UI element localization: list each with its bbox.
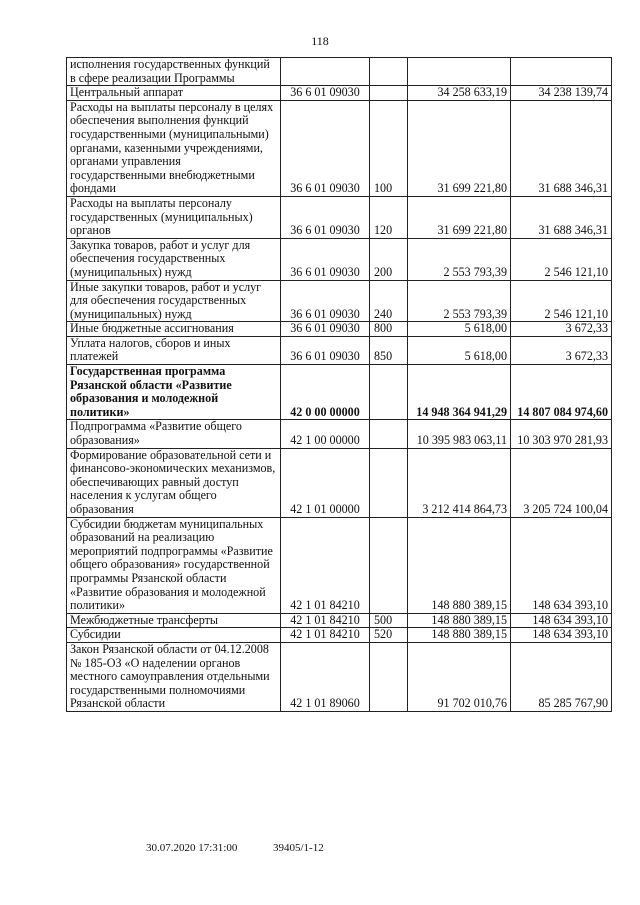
row-name-cell: Иные закупки товаров, работ и услуг для обеспечения государственных (муниципальных) нужд: [67, 280, 281, 322]
row-amount-executed-cell: 148 634 393,10: [511, 517, 612, 613]
row-amount-planned-cell: 2 553 793,39: [408, 280, 511, 322]
row-name-cell: исполнения государственных функций в сфере реализации Программы: [67, 58, 281, 86]
row-code-cell: 36 6 01 09030: [281, 280, 370, 322]
row-expense-type-cell: [370, 517, 408, 613]
row-code-cell: 42 1 00 00000: [281, 420, 370, 448]
row-code-cell: 36 6 01 09030: [281, 86, 370, 101]
table-row: [67, 420, 612, 448]
row-amount-executed-cell: 148 634 393,10: [511, 613, 612, 628]
row-code-cell: 36 6 01 09030: [281, 322, 370, 337]
row-amount-executed-cell: 3 205 724 100,04: [511, 448, 612, 517]
row-expense-type-cell: 500: [370, 613, 408, 628]
row-amount-planned-cell: 2 553 793,39: [408, 238, 511, 280]
row-amount-executed-cell: 14 807 084 974,60: [511, 365, 612, 420]
row-expense-type-cell: 240: [370, 280, 408, 322]
row-name-cell: Субсидии: [67, 628, 281, 643]
row-name-cell: Формирование образовательной сети и финансово-экономических механизмов, обеспечивающих равный доступ населения к услугам общего образования: [67, 448, 281, 517]
table-row: [67, 448, 612, 517]
table-row: [67, 517, 612, 613]
table-row: [67, 628, 612, 643]
budget-table: [66, 57, 612, 712]
row-name-cell: Центральный аппарат: [67, 86, 281, 101]
row-expense-type-cell: 520: [370, 628, 408, 643]
row-name-cell: Закон Рязанской области от 04.12.2008 № 185-ОЗ «О наделении органов местного самоуправления отдельными государственными полномочиями Рязанской области: [67, 642, 281, 711]
row-name-cell: Субсидии бюджетам муниципальных образований на реализацию мероприятий подпрограммы «Развитие общего образования» государственной программы Рязанской области «Развитие образования и молодежной политики»: [67, 517, 281, 613]
row-amount-planned-cell: 31 699 221,80: [408, 196, 511, 238]
table-row: [67, 196, 612, 238]
row-expense-type-cell: [370, 86, 408, 101]
row-code-cell: 42 1 01 84210: [281, 628, 370, 643]
row-amount-planned-cell: [408, 58, 511, 86]
row-amount-planned-cell: 148 880 389,15: [408, 613, 511, 628]
row-name-cell: Уплата налогов, сборов и иных платежей: [67, 336, 281, 364]
footer-timestamp: 30.07.2020 17:31:00: [146, 842, 238, 854]
row-amount-executed-cell: 85 285 767,90: [511, 642, 612, 711]
row-amount-planned-cell: 34 258 633,19: [408, 86, 511, 101]
row-expense-type-cell: [370, 365, 408, 420]
row-expense-type-cell: [370, 420, 408, 448]
row-amount-executed-cell: 3 672,33: [511, 322, 612, 337]
row-expense-type-cell: 100: [370, 100, 408, 196]
row-amount-executed-cell: 34 238 139,74: [511, 86, 612, 101]
table-row: [67, 86, 612, 101]
row-code-cell: 42 0 00 00000: [281, 365, 370, 420]
table-row: [67, 58, 612, 86]
table-row: [67, 365, 612, 420]
row-code-cell: 36 6 01 09030: [281, 196, 370, 238]
table-row: [67, 322, 612, 337]
row-amount-planned-cell: 148 880 389,15: [408, 517, 511, 613]
row-expense-type-cell: [370, 642, 408, 711]
row-name-cell: Расходы на выплаты персоналу государственных (муниципальных) органов: [67, 196, 281, 238]
row-code-cell: [281, 58, 370, 86]
row-expense-type-cell: 120: [370, 196, 408, 238]
page-number: 118: [311, 34, 329, 48]
row-code-cell: 36 6 01 09030: [281, 100, 370, 196]
row-expense-type-cell: 800: [370, 322, 408, 337]
row-amount-executed-cell: 148 634 393,10: [511, 628, 612, 643]
row-name-cell: Государственная программа Рязанской области «Развитие образования и молодежной политики»: [67, 365, 281, 420]
row-name-cell: Закупка товаров, работ и услуг для обеспечения государственных (муниципальных) нужд: [67, 238, 281, 280]
table-row: [67, 238, 612, 280]
row-expense-type-cell: 850: [370, 336, 408, 364]
row-name-cell: Межбюджетные трансферты: [67, 613, 281, 628]
row-amount-executed-cell: 3 672,33: [511, 336, 612, 364]
row-amount-executed-cell: 31 688 346,31: [511, 100, 612, 196]
row-amount-planned-cell: 5 618,00: [408, 336, 511, 364]
row-code-cell: 42 1 01 84210: [281, 613, 370, 628]
row-amount-planned-cell: 3 212 414 864,73: [408, 448, 511, 517]
table-row: [67, 613, 612, 628]
row-name-cell: Расходы на выплаты персоналу в целях обеспечения выполнения функций государственными (муниципальными) органами, казенными учреждениями, органами управления государственными внебюджетными фондами: [67, 100, 281, 196]
row-amount-planned-cell: 14 948 364 941,29: [408, 365, 511, 420]
row-code-cell: 42 1 01 84210: [281, 517, 370, 613]
row-amount-planned-cell: 5 618,00: [408, 322, 511, 337]
table-row: [67, 336, 612, 364]
row-amount-executed-cell: [511, 58, 612, 86]
row-expense-type-cell: [370, 58, 408, 86]
row-amount-executed-cell: 10 303 970 281,93: [511, 420, 612, 448]
row-name-cell: Иные бюджетные ассигнования: [67, 322, 281, 337]
row-amount-executed-cell: 31 688 346,31: [511, 196, 612, 238]
row-code-cell: 42 1 01 89060: [281, 642, 370, 711]
row-expense-type-cell: 200: [370, 238, 408, 280]
row-amount-planned-cell: 148 880 389,15: [408, 628, 511, 643]
row-amount-executed-cell: 2 546 121,10: [511, 238, 612, 280]
table-row: [67, 100, 612, 196]
table-row: [67, 280, 612, 322]
table-row: [67, 642, 612, 711]
row-name-cell: Подпрограмма «Развитие общего образования»: [67, 420, 281, 448]
row-amount-planned-cell: 31 699 221,80: [408, 100, 511, 196]
row-code-cell: 42 1 01 00000: [281, 448, 370, 517]
footer-document-code: 39405/1-12: [273, 842, 324, 854]
row-amount-planned-cell: 10 395 983 063,11: [408, 420, 511, 448]
row-code-cell: 36 6 01 09030: [281, 238, 370, 280]
row-amount-executed-cell: 2 546 121,10: [511, 280, 612, 322]
budget-table-body: [67, 58, 612, 712]
row-amount-planned-cell: 91 702 010,76: [408, 642, 511, 711]
row-expense-type-cell: [370, 448, 408, 517]
row-code-cell: 36 6 01 09030: [281, 336, 370, 364]
